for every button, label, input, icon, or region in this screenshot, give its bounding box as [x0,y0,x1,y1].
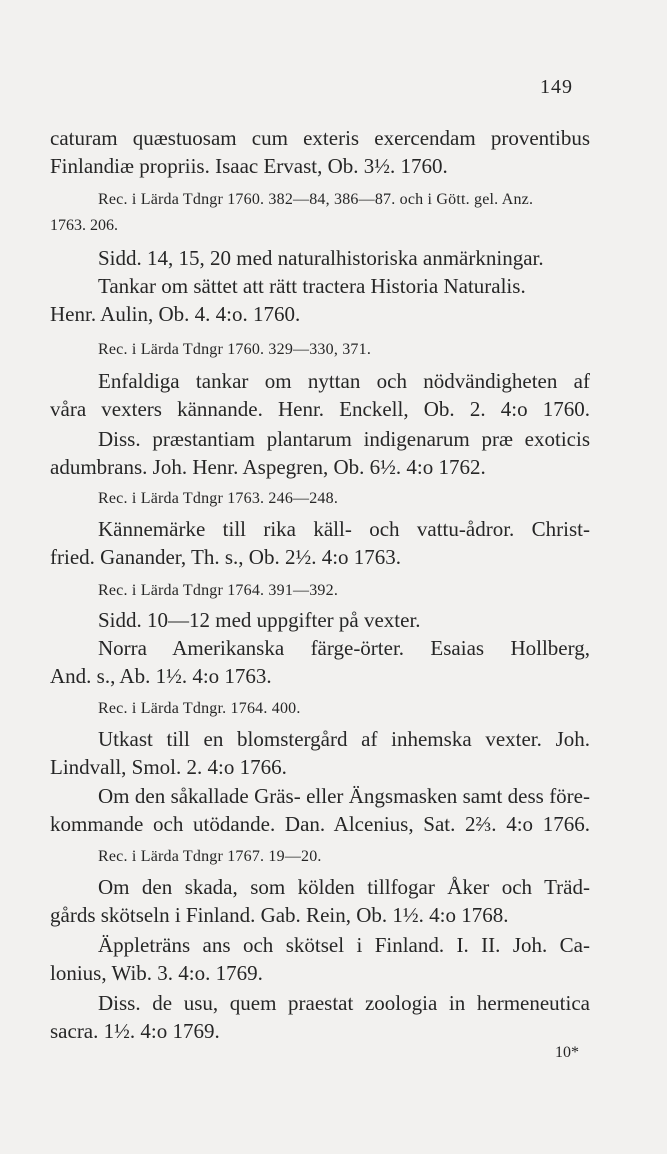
text-line: Utkast till en blomstergård af inhemska vexter. Joh. [98,727,590,751]
text-line: Henr. Aulin, Ob. 4. 4:o. 1760. [50,302,301,326]
text-line: fried. Ganander, Th. s., Ob. 2½. 4:o 1763. [50,545,402,569]
text-line: And. s., Ab. 1½. 4:o 1763. [50,664,272,688]
reference-line: 1763. 206. [50,217,118,234]
reference-line: Rec. i Lärda Tdngr 1763. 246—248. [98,490,339,507]
text-line: Tankar om sättet att rätt tractera Historia Naturalis. [98,274,526,298]
text-line: Sidd. 10—12 med uppgifter på vexter. [98,608,421,632]
text-line: Lindvall, Smol. 2. 4:o 1766. [50,755,287,779]
signature-mark: 10* [555,1044,579,1061]
text-line: Kännemärke till rika käll- och vattu-ådror. Christ- [98,517,590,541]
text-line: Äppleträns ans och skötsel i Finland. I. II. Joh. Ca- [98,933,590,957]
text-line: kommande och utödande. Dan. Alcenius, Sat. 2⅔. 4:o 1766. [50,812,590,836]
reference-line: Rec. i Lärda Tdngr 1760. 382—84, 386—87. och i Gött. gel. Anz. [98,191,534,208]
text-line: Diss. de usu, quem praestat zoologia in hermeneutica [98,991,590,1015]
text-line: sacra. 1½. 4:o 1769. [50,1019,220,1043]
text-line: Enfaldiga tankar om nyttan och nödvändigheten af [98,369,590,393]
text-line: Om den skada, som kölden tillfogar Åker och Träd- [98,875,590,899]
text-line: våra vexters kännande. Henr. Enckell, Ob. 2. 4:o 1760. [50,397,590,421]
text-line: Norra Amerikanska färge-örter. Esaias Hollberg, [98,636,590,660]
text-line: adumbrans. Joh. Henr. Aspegren, Ob. 6½. 4:o 1762. [50,455,486,479]
reference-line: Rec. i Lärda Tdngr. 1764. 400. [98,700,301,717]
reference-line: Rec. i Lärda Tdngr 1767. 19—20. [98,848,322,865]
text-line: gårds skötseln i Finland. Gab. Rein, Ob. 1½. 4:o 1768. [50,903,509,927]
text-line: Finlandiæ propriis. Isaac Ervast, Ob. 3½. 1760. [50,154,448,178]
text-line: Om den såkallade Gräs- eller Ängsmasken samt dess före- [98,784,590,808]
text-line: lonius, Wib. 3. 4:o. 1769. [50,961,263,985]
reference-line: Rec. i Lärda Tdngr 1764. 391—392. [98,582,339,599]
page-number: 149 [540,76,573,98]
text-line: Sidd. 14, 15, 20 med naturalhistoriska anmärkningar. [98,246,544,270]
reference-line: Rec. i Lärda Tdngr 1760. 329—330, 371. [98,341,372,358]
text-line: Diss. præstantiam plantarum indigenarum præ exoticis [98,427,590,451]
text-line: caturam quæstuosam cum exteris exercendam proventibus [50,126,590,150]
